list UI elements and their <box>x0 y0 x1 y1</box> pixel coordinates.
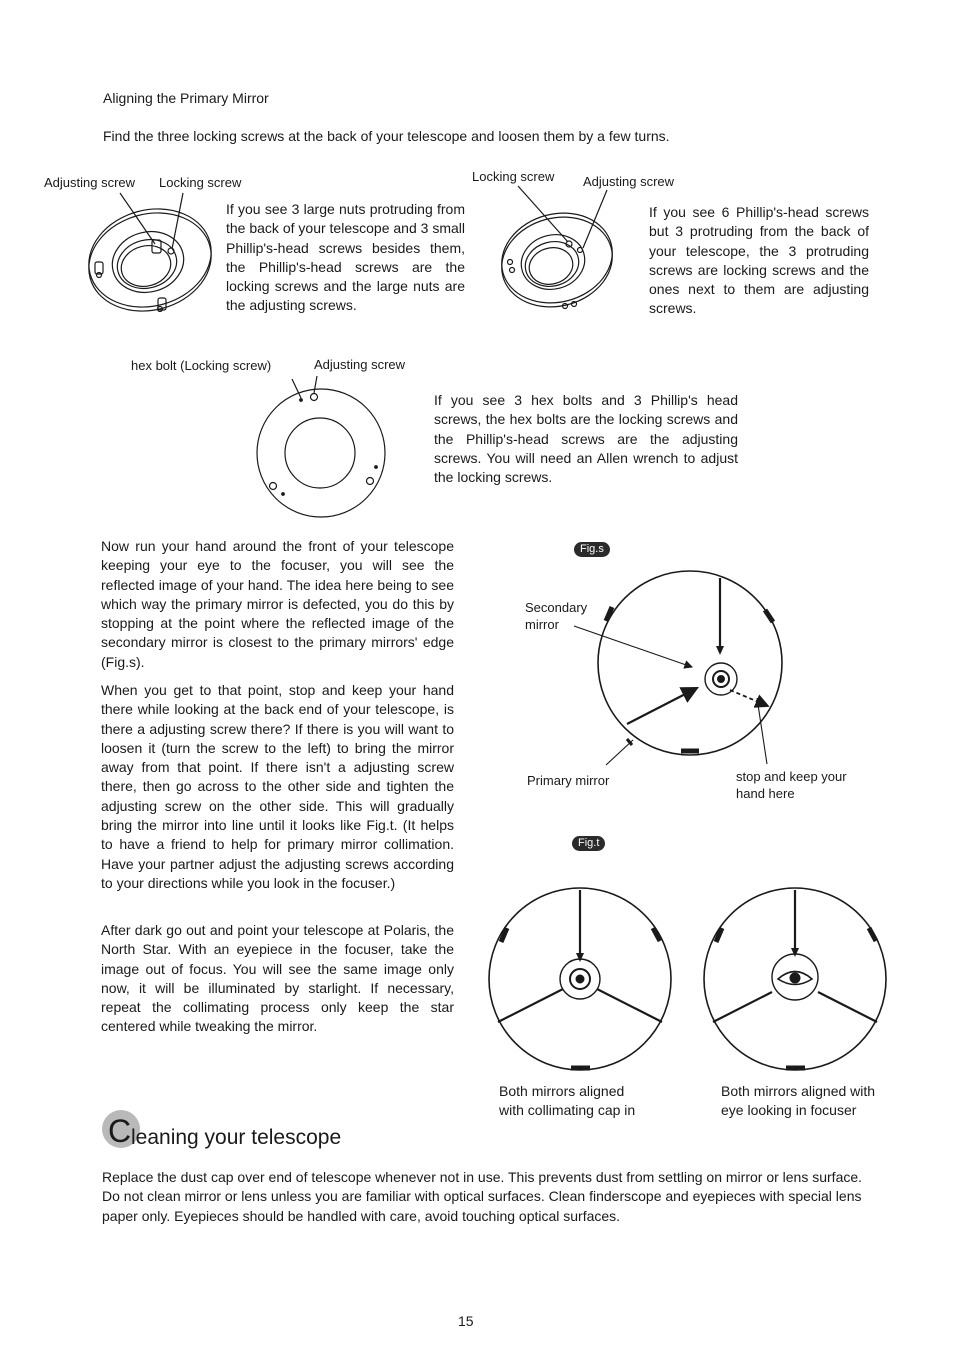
fig1-label-locking: Locking screw <box>159 175 242 190</box>
fig1-label-adjusting: Adjusting screw <box>44 175 136 190</box>
fig2-label-locking: Locking screw <box>472 169 555 184</box>
fig-t-caption2-line1: Both mirrors aligned with <box>721 1083 876 1099</box>
cleaning-heading: leaning your telescope <box>131 1126 342 1149</box>
fig3-description: If you see 3 hex bolts and 3 Phillip's head screws, the hex bolts are the locking screws and the Phillip's-head screws are the adjusting screws. You will need an Allen wrench to adjust the locking screws. <box>434 392 738 486</box>
fig-s-primary-label: Primary mirror <box>527 773 610 788</box>
body-paragraph-1: Now run your hand around the front of your telescope keeping your eye to the focuser, you will see the reflected image of your hand. The idea here being to see which way the primary mirror is defected, you do this by stopping at the point where the reflected image of the secondary mirror is closest to the primary mirrors' edge (Fig.s). <box>101 538 454 670</box>
page-number: 15 <box>458 1313 474 1329</box>
intro-text: Find the three locking screws at the back of your telescope and loosen them by a few turns. <box>103 128 670 144</box>
section-title: Aligning the Primary Mirror <box>103 90 269 106</box>
fig-s-secondary-label-line2: mirror <box>525 617 559 632</box>
fig2-description: If you see 6 Phillip's-head screws but 3 protruding from the back of your telescope, the 3 protruding screws are locking screws and the ones next to them are adjusting screws. <box>649 204 869 317</box>
fig-t-caption1-line2: with collimating cap in <box>499 1102 636 1118</box>
fig3-label-adjusting: Adjusting screw <box>314 357 406 372</box>
fig-s-tag: Fig.s <box>574 542 610 557</box>
dropcap-letter: C <box>108 1113 132 1149</box>
body-paragraph-3: After dark go out and point your telescope at Polaris, the North Star. With an eyepiece in the focuser, take the image out of focus. You will see the same image only now, it will be illuminated by starlight. If necessary, repeat the collimating process only keep the star centered while tweaking the mirror. <box>101 922 454 1035</box>
fig-t-tag: Fig.t <box>572 836 605 851</box>
fig-s-hand-label-line2: hand here <box>736 786 795 801</box>
fig-s-hand-label-line1: stop and keep your <box>736 769 847 784</box>
fig2-label-adjusting: Adjusting screw <box>583 174 675 189</box>
fig-s-secondary-label-line1: Secondary <box>525 600 588 615</box>
fig-t-caption1-line1: Both mirrors aligned <box>499 1083 625 1099</box>
fig1-description: If you see 3 large nuts protruding from the back of your telescope and 3 small Phillip's-head screws besides them, the Phillip's-head screws are the locking screws and the large nuts are the adjusting screws. <box>226 201 465 314</box>
fig-t-caption2-line2: eye looking in focuser <box>721 1102 857 1118</box>
body-paragraph-2: When you get to that point, stop and keep your hand there while looking at the back end of your telescope, is there a adjusting screw there? If there is you will want to loosen it (turn the screw to the left) to bring the mirror away from that point. If there isn't a adjusting screw there, then go across to the other side and tighten the adjusting screw on the other side. This will gradually bring the mirror into line until it looks like Fig.t. (It helps to have a friend to help for primary mirror collimation. Have your partner adjust the adjusting screws according to your directions while you look in the focuser.) <box>101 682 454 891</box>
cleaning-text: Replace the dust cap over end of telescope whenever not in use. This prevents dust from settling on mirror or lens surface. Do not clean mirror or lens unless you are familiar with optical surfaces. Clean finderscope and eyepieces with special lens paper only. Eyepieces should be handled with care, avoid touching optical surfaces. <box>102 1169 863 1224</box>
fig3-label-hex: hex bolt (Locking screw) <box>131 358 272 373</box>
